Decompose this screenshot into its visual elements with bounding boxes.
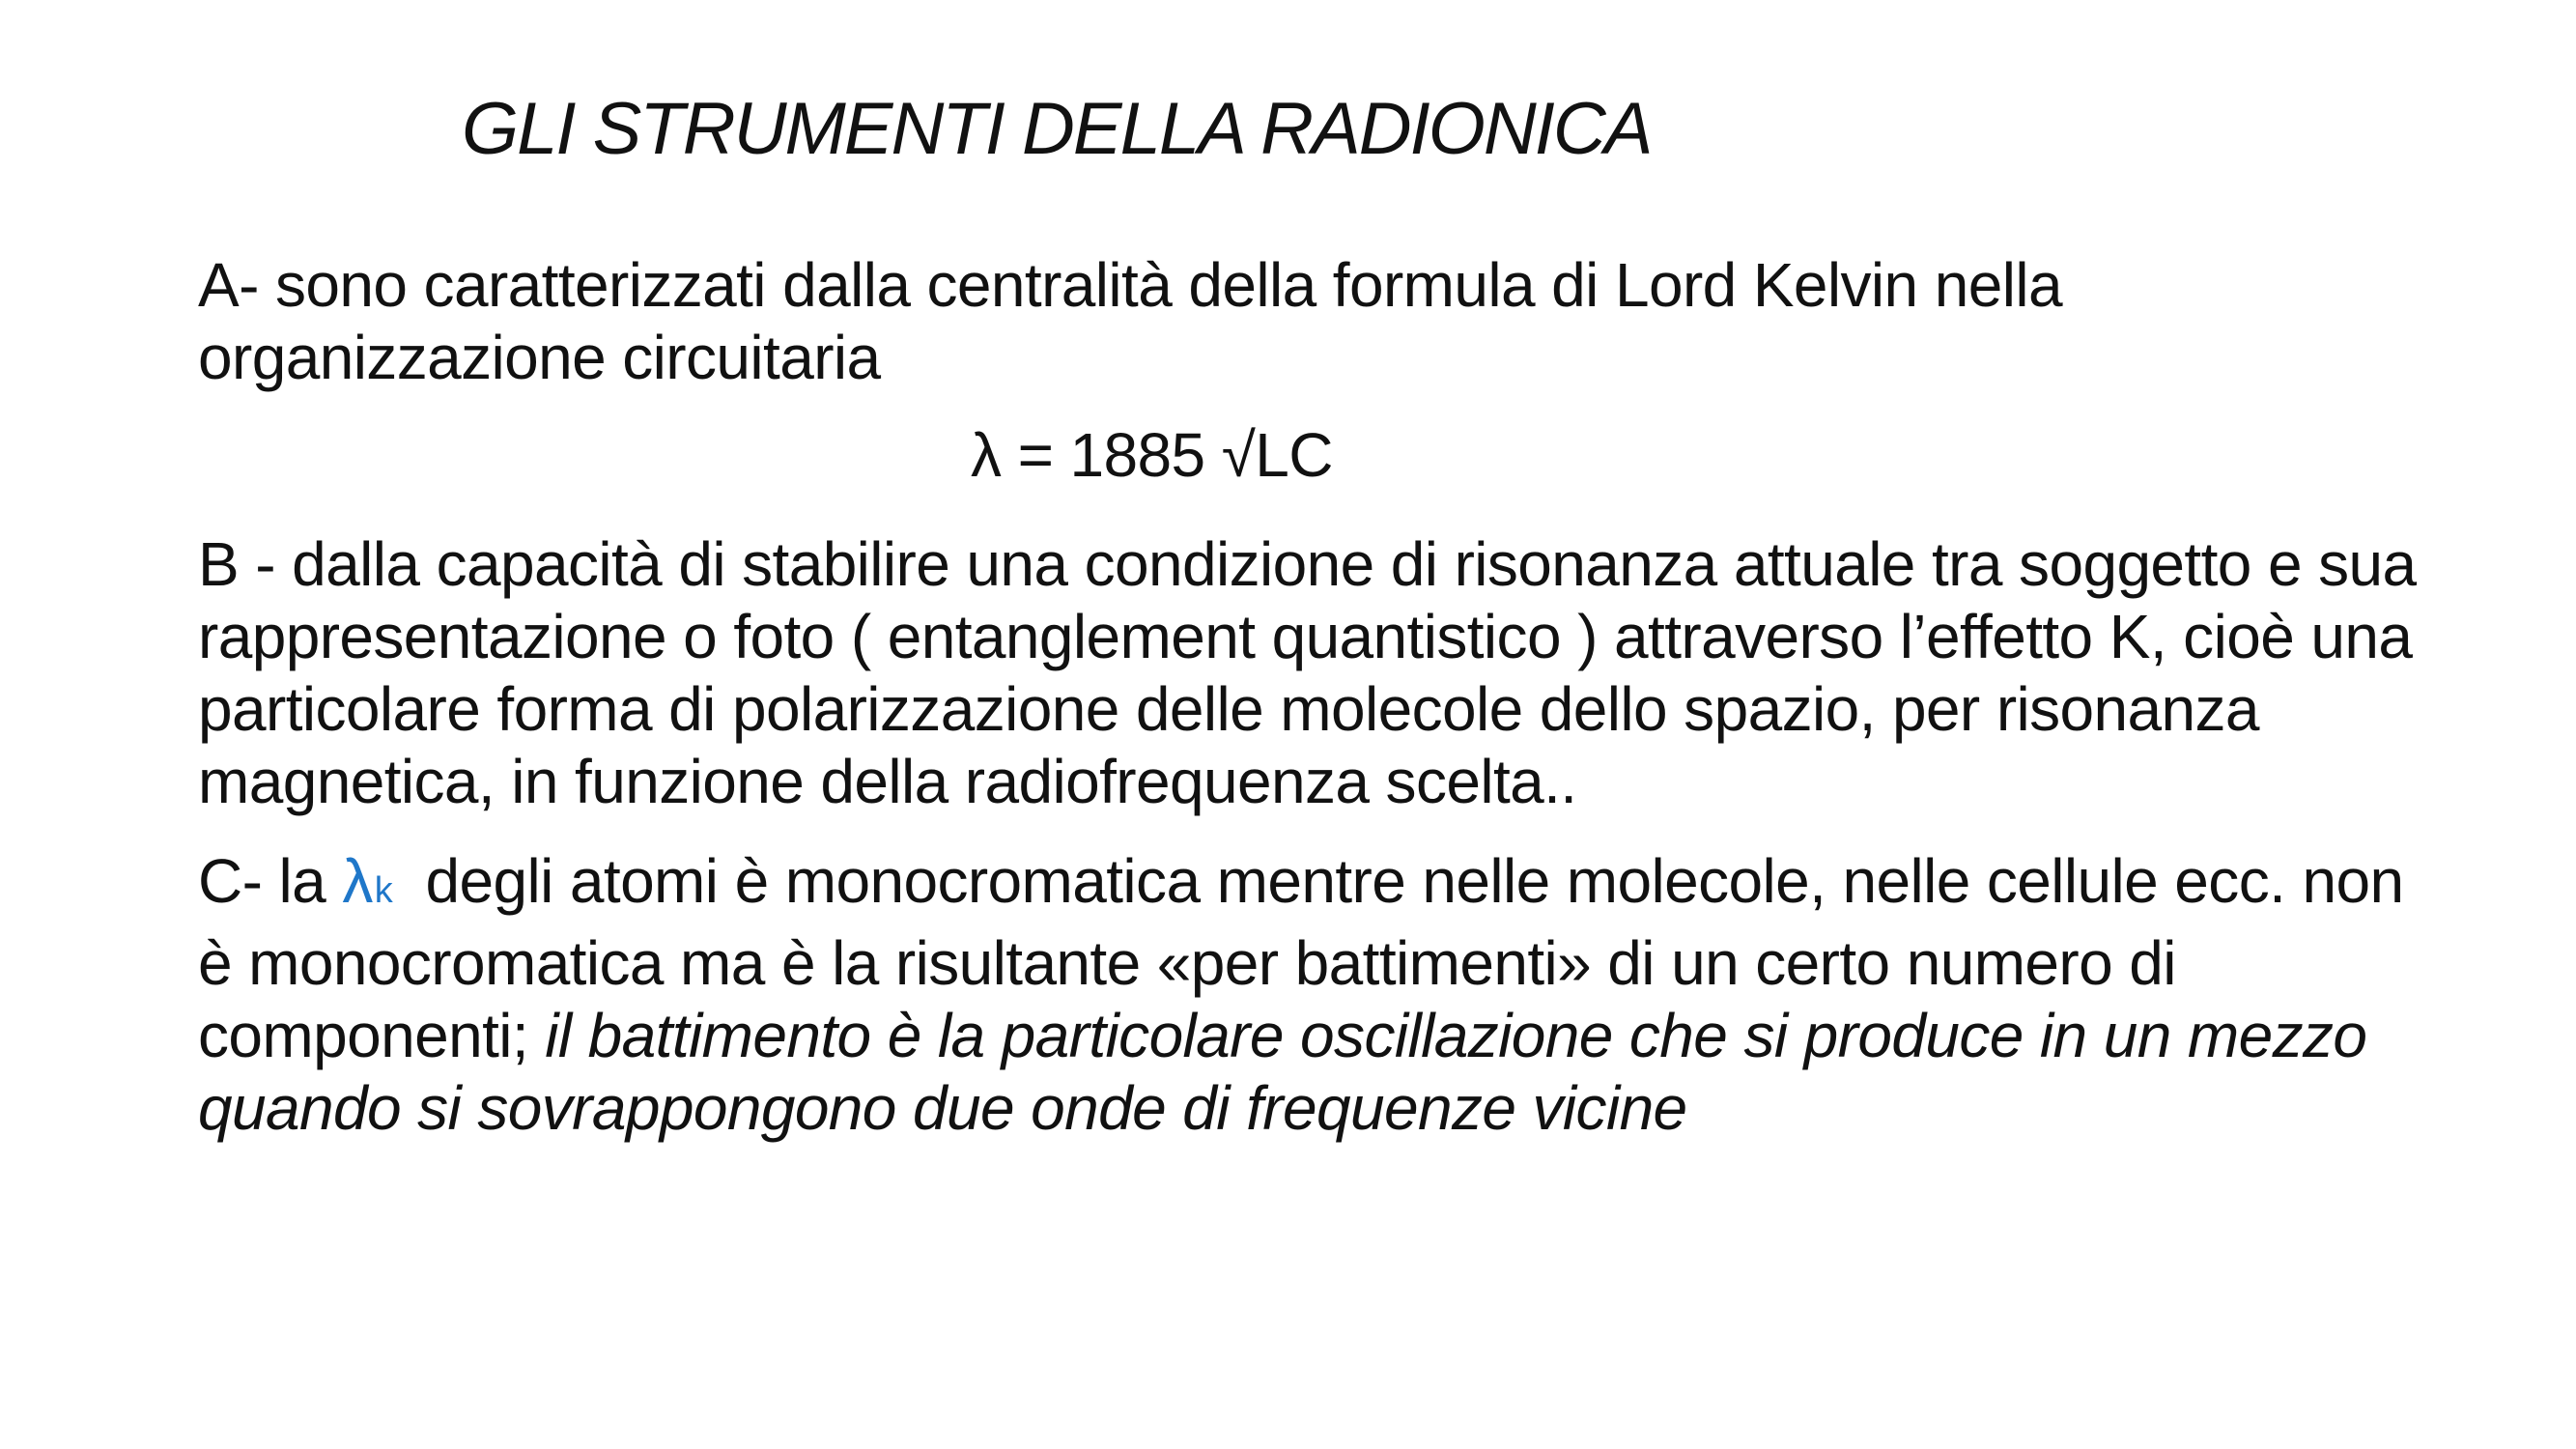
slide-title: GLI STRUMENTI DELLA RADIONICA [462, 88, 1652, 170]
paragraph-c [198, 845, 2420, 1145]
paragraph-a: A- sono caratterizzati dalla centralità della formula di Lord Kelvin nella organizzazione circuitaria [198, 250, 2062, 392]
lambda-subscript: k [374, 870, 393, 911]
lambda-k-symbol [342, 846, 392, 916]
paragraph-c-prefix: C- la [198, 846, 343, 916]
kelvin-formula: λ = 1885 √LC [971, 420, 1333, 490]
lambda-symbol: λ [342, 846, 373, 916]
paragraph-c-text: degli atomi è monocromatica mentre nelle molecole, nelle cellule ecc. non è monocromatica ma è la risultante «per battimenti» di un certo numero di componenti; [198, 846, 2420, 1070]
slide-body [198, 249, 2420, 1145]
paragraph-b: B - dalla capacità di stabilire una condizione di risonanza attuale tra soggetto e sua rappresentazione o foto ( entanglement quantistico ) attraverso l’effetto K, cioè una particolare forma di polarizzazione delle molecole dello spazio, per risonanza magnetica, in funzione della radiofrequenza scelta.. [198, 529, 2417, 816]
paragraph-c-italic: il battimento è la particolare oscillazione che si produce in un mezzo quando si sovrappongono due onde di frequenze vicine [198, 1001, 2367, 1143]
